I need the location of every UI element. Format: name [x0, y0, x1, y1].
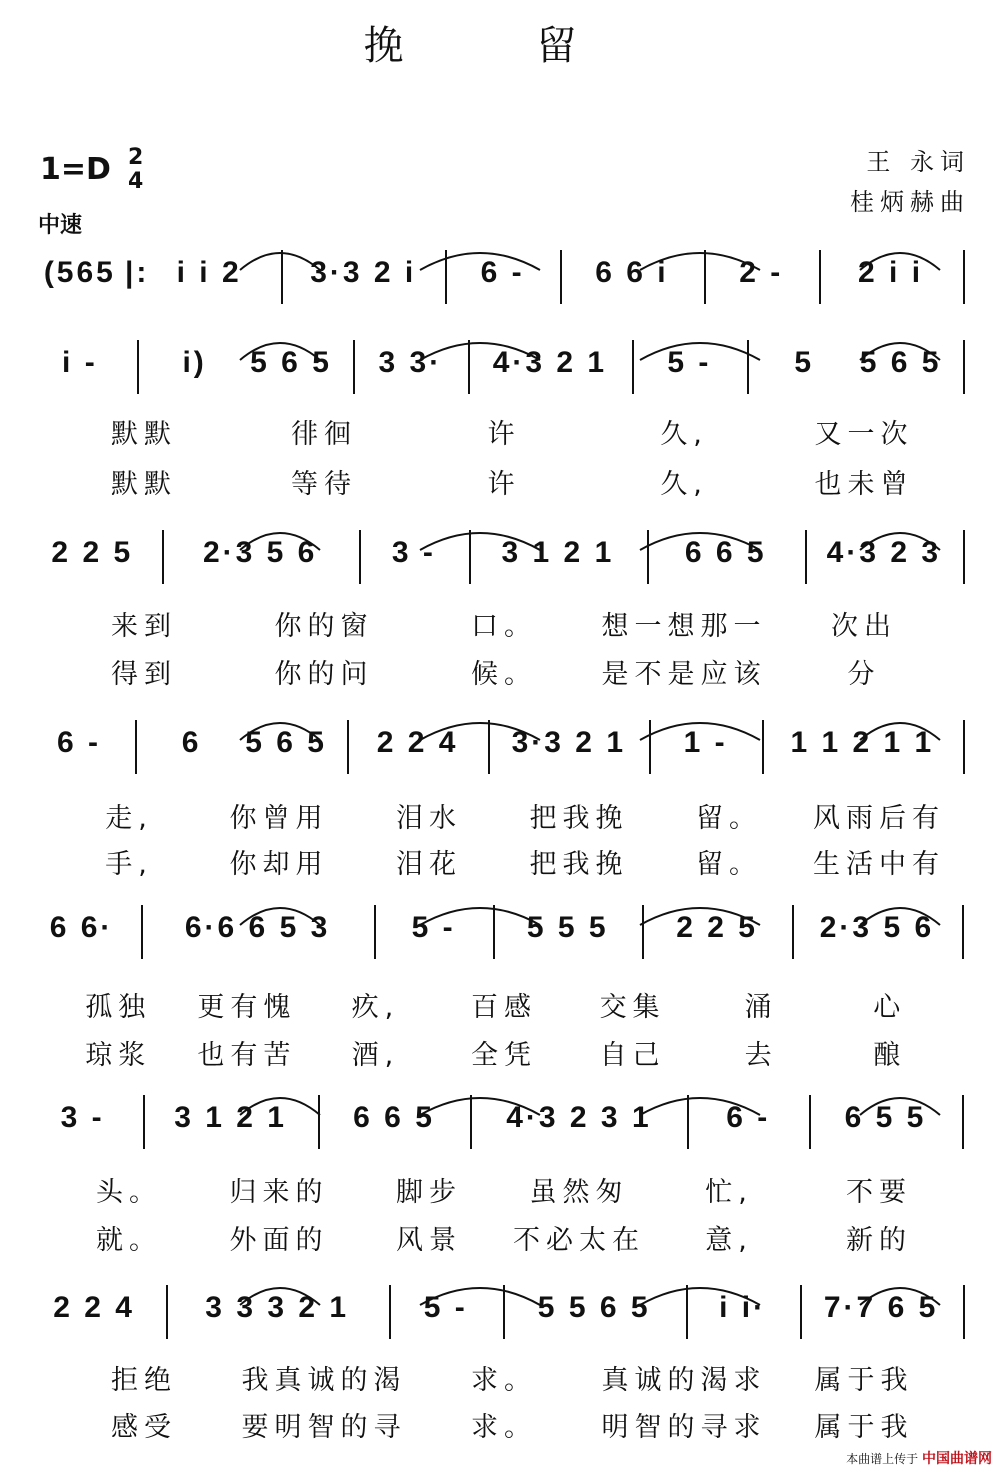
slur: [420, 253, 540, 270]
lyric-word: 属于我: [814, 1365, 914, 1396]
slur: [420, 343, 540, 360]
note-group: 2·3 5 6: [202, 536, 318, 569]
note-group: 5 6 5: [245, 726, 327, 759]
repeat-sign: |:: [124, 256, 150, 289]
slur-arcs: [0, 236, 1000, 276]
note-group: 6 -: [726, 1101, 771, 1134]
lyric-word: 自己: [599, 1040, 666, 1071]
time-signature: [128, 146, 143, 194]
lyric-word: 是不是应该: [601, 659, 767, 690]
note-group: 6 -: [480, 256, 525, 289]
note-group: 6 6 5: [353, 1101, 435, 1134]
lyric-word: 把我挽: [529, 803, 629, 834]
lyric-word: 手,: [105, 849, 153, 880]
lyric-line: [24, 1170, 984, 1210]
note-group: 6 6 i: [595, 256, 669, 289]
slur: [640, 533, 760, 550]
lyric-word: 泪水: [396, 803, 462, 834]
note-group: 3 1 2 1: [174, 1101, 287, 1134]
lyric-word: 你却用: [229, 849, 329, 880]
note-group: 6 -: [57, 726, 102, 759]
lyric-word: 更有愧: [197, 992, 297, 1023]
tempo-marking: 中速: [38, 213, 83, 238]
slur: [640, 343, 760, 360]
lyric-word: 久,: [660, 419, 708, 450]
lyric-word: 许: [487, 469, 521, 500]
lyric-line: [24, 842, 984, 882]
lyric-word: 次出: [831, 611, 897, 642]
lyric-word: 把我挽: [529, 849, 629, 880]
note-group: 5 6 5: [250, 346, 332, 379]
note-group: 2·3 5 6: [819, 911, 935, 944]
lyric-word: 你的窗: [274, 611, 374, 642]
lyric-word: 你曾用: [229, 803, 329, 834]
lyric-word: 也未曾: [814, 469, 914, 500]
lyric-word: 忙,: [705, 1177, 753, 1208]
note-group: i i·: [719, 1291, 767, 1324]
lyric-word: 来到: [111, 611, 177, 642]
lyric-line: [24, 462, 984, 502]
lyric-line: [24, 985, 984, 1025]
slur: [860, 343, 940, 360]
lyric-word: 走,: [105, 803, 153, 834]
lyric-word: 默默: [111, 419, 177, 450]
lyric-word: 新的: [846, 1225, 912, 1256]
note-group: 2 2 4: [376, 726, 459, 759]
footer: [846, 1448, 992, 1468]
slur: [860, 533, 940, 550]
lyric-word: 又一次: [814, 419, 914, 450]
lyric-word: 脚步: [396, 1177, 462, 1208]
lyric-word: 久,: [660, 469, 708, 500]
time-bottom: 4: [128, 169, 144, 194]
note-group: 3 3 3 2 1: [205, 1291, 350, 1324]
slur: [420, 908, 540, 925]
note-group: 6·6 6 5 3: [184, 911, 331, 944]
note-group: (565: [43, 256, 116, 289]
lyric-line: [24, 652, 984, 692]
lyric-word: 全凭: [471, 1040, 537, 1071]
lyric-word: 等待: [291, 469, 357, 500]
lyric-word: 酒,: [351, 1040, 400, 1071]
lyric-line: [24, 412, 984, 452]
note-group: 4·3 2 3 1: [506, 1101, 652, 1134]
slur: [240, 343, 320, 360]
slur: [420, 1098, 540, 1115]
slur: [240, 253, 320, 270]
lyric-word: 意,: [705, 1225, 753, 1256]
slur: [640, 253, 760, 270]
lyricist-credit: 王 永词: [866, 148, 970, 176]
note-group: 2 2 5: [51, 536, 134, 569]
note-group: 1 1 2 1 1: [790, 726, 935, 759]
slur: [640, 1098, 760, 1115]
footer-brand: 中国曲谱网: [922, 1451, 992, 1467]
note-group: 2 -: [739, 256, 784, 289]
lyric-line: [24, 1033, 984, 1073]
lyric-line: [24, 604, 984, 644]
lyric-word: 徘徊: [291, 419, 357, 450]
slur: [640, 723, 760, 740]
slur: [640, 1288, 760, 1305]
lyric-word: 真诚的渴求: [601, 1365, 767, 1396]
note-group: 3 1 2 1: [501, 536, 615, 569]
lyric-word: 得到: [111, 659, 177, 690]
lyric-word: 去: [744, 1040, 778, 1071]
lyric-word: 我真诚的渴: [241, 1365, 407, 1396]
lyric-word: 想一想那一: [601, 611, 767, 642]
lyric-line: [24, 1218, 984, 1258]
note-group: 2 2 4: [53, 1291, 135, 1324]
slur-arcs: [0, 516, 1000, 556]
lyric-word: 交集: [599, 992, 666, 1023]
slur-arcs: [0, 326, 1000, 366]
note-group: 3·3 2 i: [310, 256, 417, 289]
composer-credit: 桂炳赫曲: [850, 188, 970, 216]
note-group: 3·3 2 1: [511, 726, 627, 759]
lyric-word: 默默: [111, 469, 177, 500]
lyric-word: 归来的: [229, 1177, 329, 1208]
slur-arcs: [0, 706, 1000, 746]
lyric-word: 外面的: [229, 1225, 329, 1256]
lyric-word: 留。: [696, 803, 762, 834]
slur: [240, 533, 320, 550]
lyric-word: 不要: [846, 1177, 912, 1208]
lyric-word: 百感: [471, 992, 537, 1023]
note-group: 4·3 2 1: [492, 346, 608, 379]
note-group: 2 2 5: [676, 911, 758, 944]
note-group: i -: [62, 346, 98, 379]
lyric-word: 求。: [471, 1412, 537, 1443]
lyric-word: 酿: [873, 1040, 907, 1071]
lyric-word: 许: [487, 419, 521, 450]
key-signature: 1=D: [40, 152, 111, 187]
slur: [240, 1098, 320, 1115]
lyric-word: 分: [847, 659, 881, 690]
note-group: 6 6 5: [684, 536, 767, 569]
note-group: 5 -: [667, 346, 712, 379]
slur: [860, 1098, 940, 1115]
slur: [420, 533, 540, 550]
lyric-word: 心: [873, 992, 907, 1023]
slur: [860, 253, 940, 270]
note-group: 3 -: [60, 1101, 105, 1134]
note-group: 5 -: [411, 911, 456, 944]
lyric-word: 孤独: [85, 992, 152, 1023]
note-group: 5: [794, 346, 815, 379]
slur: [420, 723, 540, 740]
slur: [860, 908, 940, 925]
lyric-word: 感受: [111, 1412, 177, 1443]
song-title: 挽 留: [363, 23, 637, 69]
note-group: 3 -: [391, 536, 436, 569]
lyric-line: [24, 1405, 984, 1445]
note-group: i): [182, 346, 207, 379]
note-group: 6 6·: [49, 911, 114, 944]
lyric-word: 留。: [696, 849, 762, 880]
note-group: 5 6 5: [859, 346, 942, 379]
note-group: 5 5 5: [526, 911, 609, 944]
lyric-word: 琼浆: [85, 1040, 152, 1071]
lyric-word: 涌: [744, 992, 778, 1023]
slur: [240, 723, 320, 740]
slur-arcs: [0, 1271, 1000, 1311]
note-group: i i 2: [176, 256, 242, 289]
lyric-word: 就。: [96, 1225, 162, 1256]
slur: [640, 908, 760, 925]
lyric-word: 头。: [96, 1177, 162, 1208]
slur: [860, 723, 940, 740]
lyric-word: 风景: [396, 1225, 462, 1256]
note-group: 5 -: [423, 1291, 468, 1324]
lyric-word: 你的问: [274, 659, 374, 690]
note-group: 2 i i: [858, 256, 924, 289]
lyric-word: 要明智的寻: [241, 1412, 407, 1443]
footer-text: 本曲谱上传于: [846, 1452, 919, 1466]
lyric-word: 属于我: [814, 1412, 914, 1443]
note-group: 3 3·: [378, 346, 443, 379]
slur: [420, 1288, 540, 1305]
lyric-word: 虽然匆: [529, 1177, 629, 1208]
slur: [860, 1288, 940, 1305]
lyric-line: [24, 1358, 984, 1398]
lyric-word: 候。: [471, 659, 537, 690]
lyric-word: 疚,: [351, 992, 400, 1023]
slur-arcs: [0, 891, 1000, 931]
note-group: 4·3 2 3: [826, 536, 942, 569]
note-group: 6: [181, 726, 202, 759]
lyric-word: 生活中有: [813, 849, 945, 880]
note-group: 7·7 6 5: [823, 1291, 939, 1324]
note-group: 5 5 6 5: [537, 1291, 651, 1324]
lyric-word: 不必太在: [513, 1225, 645, 1256]
slur: [240, 1288, 320, 1305]
lyric-word: 明智的寻求: [601, 1412, 767, 1443]
slur-arcs: [0, 1081, 1000, 1121]
lyric-word: 求。: [471, 1365, 537, 1396]
lyric-word: 泪花: [396, 849, 462, 880]
note-group: 6 5 5: [844, 1101, 927, 1134]
lyric-word: 口。: [471, 611, 537, 642]
note-group: 1 -: [683, 726, 728, 759]
time-top: 2: [128, 145, 144, 170]
lyric-word: 风雨后有: [813, 803, 945, 834]
lyric-line: [24, 796, 984, 836]
lyric-word: 拒绝: [111, 1365, 177, 1396]
lyric-word: 也有苦: [197, 1040, 297, 1071]
slur: [240, 908, 320, 925]
